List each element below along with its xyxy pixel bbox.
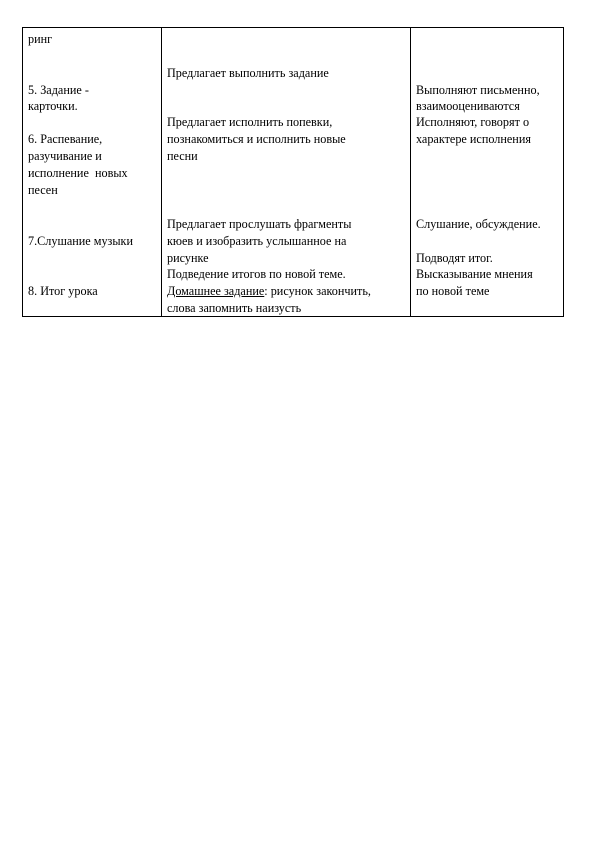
student-activity-8-line-1: Подводят итог. <box>416 251 493 265</box>
student-activity-5-line-1: Выполняют письменно, <box>416 83 540 97</box>
homework-text: : рисунок закончить, <box>264 284 371 298</box>
student-activity-7: Слушание, обсуждение. <box>416 217 541 231</box>
teacher-activity-7-line-2: кюев и изобразить услышанное на <box>167 234 347 248</box>
teacher-activity-7-line-3: рисунке <box>167 251 209 265</box>
teacher-activity-6-line-2: познакомиться и исполнить новые <box>167 132 346 146</box>
teacher-activity-6-line-1: Предлагает исполнить попевки, <box>167 115 333 129</box>
homework-label: Домашнее задание <box>167 284 265 298</box>
teacher-activity-5: Предлагает выполнить задание <box>167 66 329 80</box>
teacher-activity-7-line-1: Предлагает прослушать фрагменты <box>167 217 352 231</box>
stage-6-line-3: исполнение новых <box>28 166 128 180</box>
stage-8: 8. Итог урока <box>28 284 98 298</box>
stage-6-line-1: 6. Распевание, <box>28 132 103 146</box>
teacher-activity-8-line-3: слова запомнить наизусть <box>167 301 302 315</box>
student-activity-6-line-1: Исполняют, говорят о <box>416 115 530 129</box>
teacher-activity-8-line-1: Подведение итогов по новой теме. <box>167 267 346 281</box>
teacher-activity-6-line-3: песни <box>167 149 198 163</box>
student-activity-5-line-2: взаимооцениваются <box>416 99 520 113</box>
stage-6-line-2: разучивание и <box>28 149 102 163</box>
stage-7: 7.Слушание музыки <box>28 234 133 248</box>
teacher-activity-8-line-2 <box>167 283 371 300</box>
stage-continuation: ринг <box>28 32 53 46</box>
student-activity-8-line-3: по новой теме <box>416 284 490 298</box>
column-divider-1 <box>161 28 162 316</box>
stage-5-line-2: карточки. <box>28 99 78 113</box>
column-divider-2 <box>410 28 411 316</box>
stage-5-line-1: 5. Задание - <box>28 83 89 97</box>
student-activity-6-line-2: характере исполнения <box>416 132 531 146</box>
student-activity-8-line-2: Высказывание мнения <box>416 267 533 281</box>
stage-6-line-4: песен <box>28 183 58 197</box>
